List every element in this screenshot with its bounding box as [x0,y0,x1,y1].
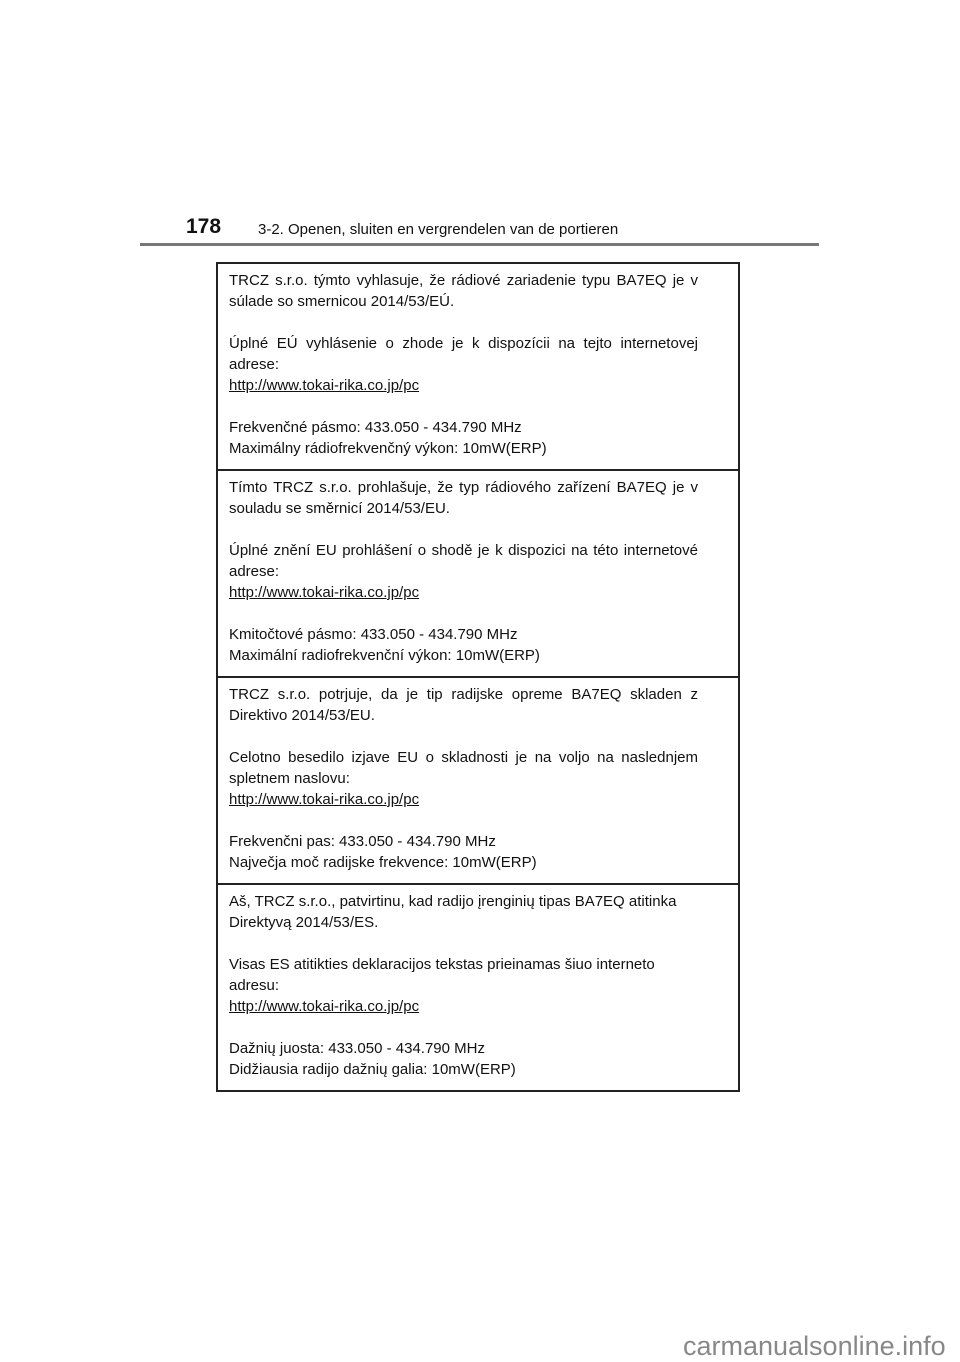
url-link[interactable]: http://www.tokai-rika.co.jp/pc [229,791,420,808]
frequency-text: Frekvenčné pásmo: 433.050 - 434.790 MHz [229,419,522,436]
url-link[interactable]: http://www.tokai-rika.co.jp/pc [229,377,420,394]
availability-text: Celotno besedilo izjave EU o skladnosti je na voljo na naslednjem spletnem naslovu: [229,749,698,787]
declaration-text: Tímto TRCZ s.r.o. prohlašuje, že typ rádiového zařízení BA7EQ je v souladu se směrnicí 2014/53/EU. [229,479,698,517]
frequency-text: Dažnių juosta: 433.050 - 434.790 MHz [229,1040,485,1057]
header-rule [140,243,819,246]
power-text: Maximální radiofrekvenční výkon: 10mW(ERP) [229,647,540,664]
url-link[interactable]: http://www.tokai-rika.co.jp/pc [229,998,420,1015]
power-text: Največja moč radijske frekvence: 10mW(ERP) [229,854,537,871]
power-text: Maximálny rádiofrekvenčný výkon: 10mW(ERP) [229,440,547,457]
declarations-box [216,262,740,1092]
power-text: Didžiausia radijo dažnių galia: 10mW(ERP) [229,1061,516,1078]
declaration-slovenian [218,678,738,885]
declaration-text: TRCZ s.r.o. potrjuje, da je tip radijske opreme BA7EQ skladen z Direktivo 2014/53/EU. [229,686,698,724]
declaration-text: Aš, TRCZ s.r.o., patvirtinu, kad radijo įrenginių tipas BA7EQ atitinka Direktyvą 2014/53/ES. [229,893,677,931]
section-title: 3-2. Openen, sluiten en vergrendelen van de portieren [258,221,619,238]
availability-text: Úplné znění EU prohlášení o shodě je k dispozici na této internetové adrese: [229,542,698,580]
page-number: 178 [186,215,222,238]
declaration-lithuanian [218,885,738,1090]
frequency-text: Frekvenčni pas: 433.050 - 434.790 MHz [229,833,496,850]
availability-text: Úplné EÚ vyhlásenie o zhode je k dispozícii na tejto internetovej adrese: [229,335,698,373]
availability-text: Visas ES atitikties deklaracijos tekstas prieinamas šiuo interneto adresu: [229,956,655,994]
declaration-slovak [218,264,738,471]
declaration-text: TRCZ s.r.o. týmto vyhlasuje, že rádiové zariadenie typu BA7EQ je v súlade so smernicou 2014/53/EÚ. [229,272,698,310]
watermark: carmanualsonline.info [683,1331,946,1361]
url-link[interactable]: http://www.tokai-rika.co.jp/pc [229,584,420,601]
declaration-czech [218,471,738,678]
frequency-text: Kmitočtové pásmo: 433.050 - 434.790 MHz [229,626,518,643]
